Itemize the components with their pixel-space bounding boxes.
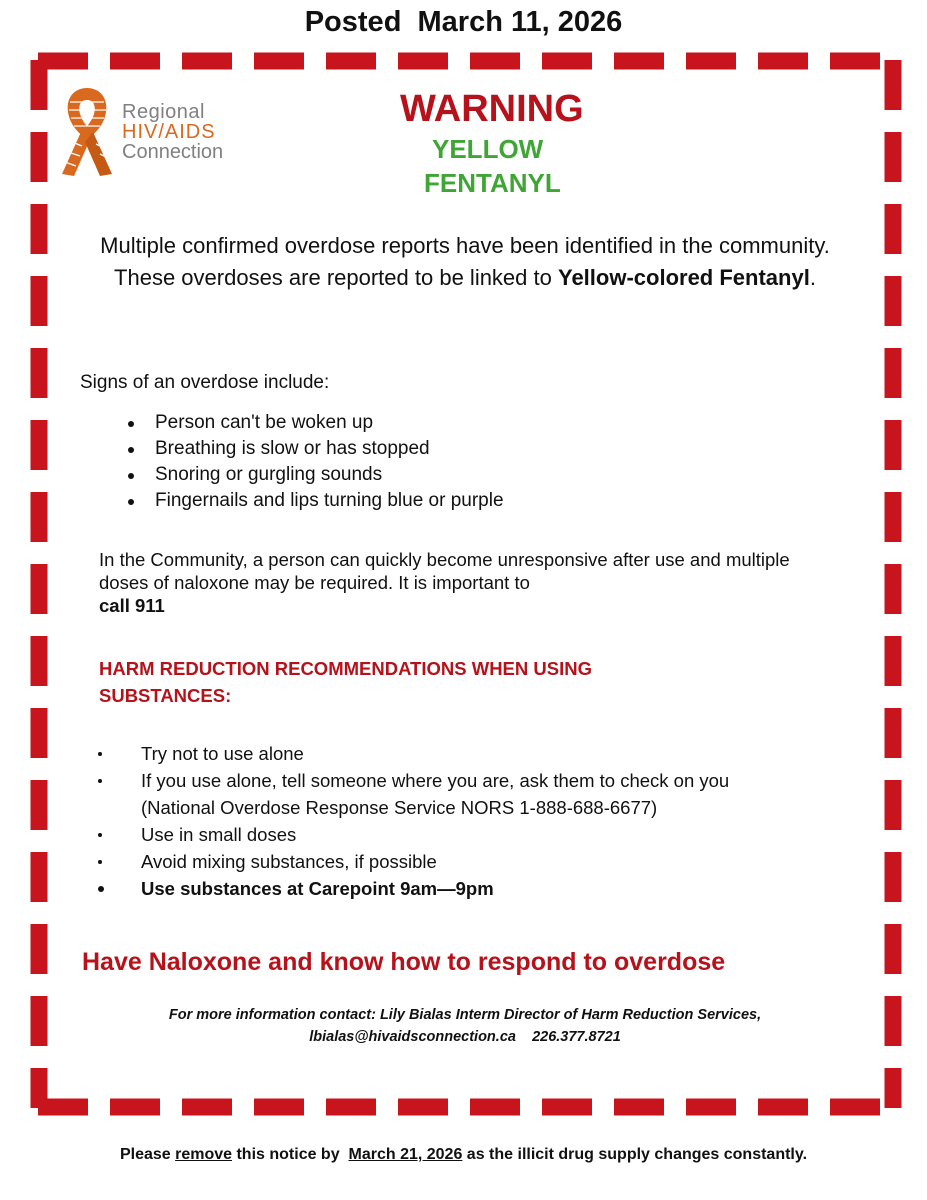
call-911: call 911 <box>99 595 165 616</box>
list-item: Use substances at Carepoint 9am—9pm <box>94 875 729 902</box>
list-item: Snoring or gurgling sounds <box>128 462 504 488</box>
removal-notice <box>0 1146 927 1164</box>
intro-bold: Yellow-colored Fentanyl <box>557 265 810 290</box>
list-item: Try not to use alone <box>94 740 729 767</box>
footer-post: as the illicit drug supply changes constantly. <box>462 1146 808 1163</box>
logo-line-connection: Connection <box>122 141 224 163</box>
awareness-ribbon-icon <box>56 82 118 182</box>
footer-remove: remove <box>175 1146 233 1163</box>
intro-text: Multiple confirmed overdose reports have been identified in the community. These overdoses are reported to be linked to <box>100 233 830 290</box>
signs-heading: Signs of an overdose include: <box>80 372 330 393</box>
footer-mid: this notice by <box>232 1146 349 1163</box>
footer-date: March 21, 2026 <box>348 1146 463 1163</box>
list-item: Avoid mixing substances, if possible <box>94 848 729 875</box>
community-paragraph <box>99 548 799 617</box>
intro-paragraph <box>100 230 830 294</box>
warning-yellow: YELLOW <box>432 134 544 164</box>
naloxone-callout: Have Naloxone and know how to respond to overdose <box>82 948 726 976</box>
organization-name <box>122 102 223 162</box>
list-item: Use in small doses <box>94 821 729 848</box>
list-item: Breathing is slow or has stopped <box>128 436 504 462</box>
contact-info <box>60 1004 870 1048</box>
logo-line-hiv-aids: HIV/AIDS <box>122 121 216 143</box>
list-item <box>94 767 729 821</box>
organization-logo <box>56 82 226 186</box>
overdose-signs-list <box>128 410 504 514</box>
list-item-text: If you use alone, tell someone where you are, ask them to check on you <box>141 770 730 791</box>
logo-line-regional: Regional <box>122 101 205 123</box>
contact-line-1: For more information contact: Lily Bialas Interm Director of Harm Reduction Services, <box>168 1007 762 1023</box>
community-text: In the Community, a person can quickly become unresponsive after use and multiple doses of naloxone may be required. It is important to <box>99 549 790 593</box>
warning-fentanyl: FENTANYL <box>424 168 561 198</box>
list-item: Fingernails and lips turning blue or purple <box>128 488 504 514</box>
intro-end: . <box>809 265 816 290</box>
footer-pre: Please <box>119 1146 176 1163</box>
nors-phone: (National Overdose Response Service NORS 1-888-688-6677) <box>141 797 658 818</box>
warning-heading: WARNING <box>400 88 584 130</box>
harm-reduction-list <box>94 740 729 902</box>
harm-reduction-heading: HARM REDUCTION RECOMMENDATIONS WHEN USING SUBSTANCES: <box>99 658 592 706</box>
posted-date: Posted March 11, 2026 <box>304 6 623 38</box>
contact-line-2: lbialas@hivaidsconnection.ca 226.377.8721 <box>309 1029 621 1045</box>
list-item: Person can't be woken up <box>128 410 504 436</box>
